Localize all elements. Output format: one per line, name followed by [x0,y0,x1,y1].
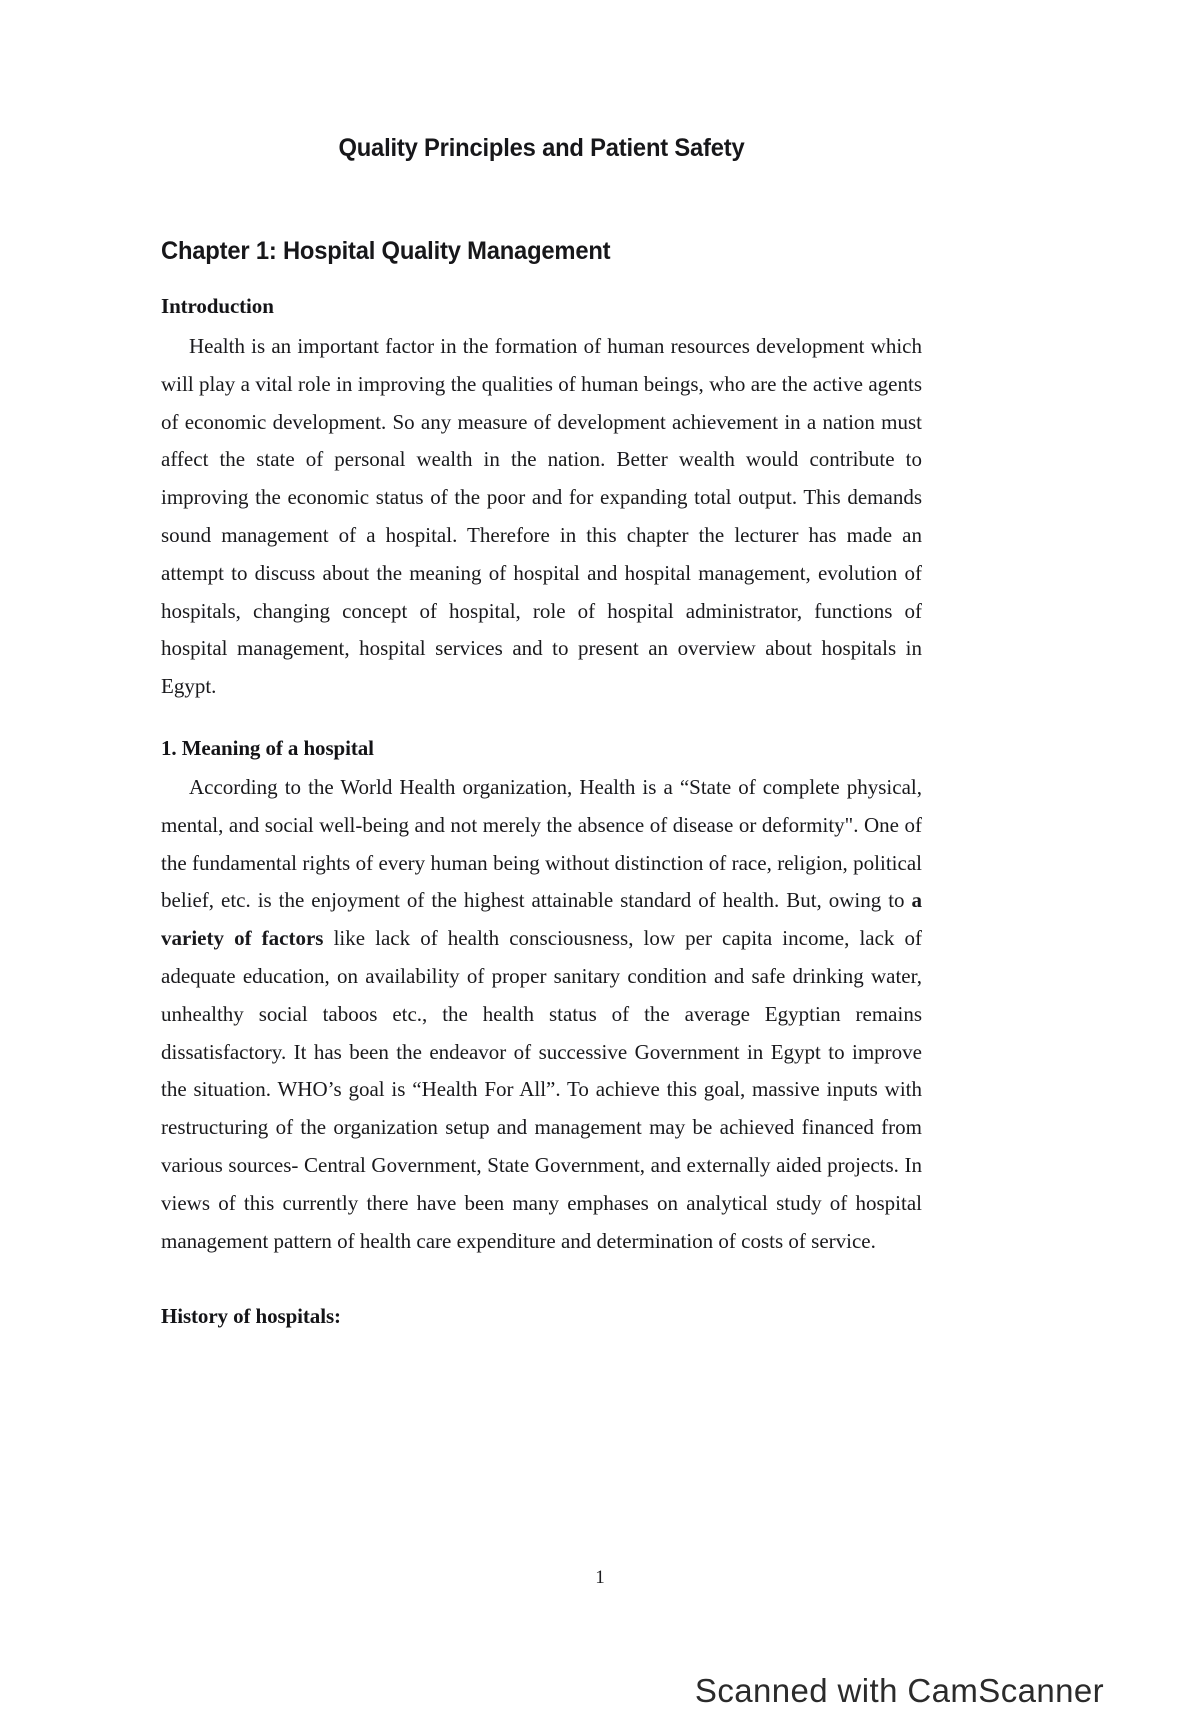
page-content [161,0,922,1329]
camscanner-watermark: Scanned with CamScanner [694,1672,1104,1709]
paragraph-emphasis-variety-of-factors: a variety of factors [161,888,922,951]
paragraph-segment-lead: According to the World Health organization, Health is a “State of complete physical, mental, and social well-being and not merely the absence of disease or deformity". One of the fundamental rights of every human being without distinction of race, religion, political belief, etc. is the enjoyment of the highest attainable standard of health. But, owing to [161,774,922,913]
chapter-heading: Chapter 1: Hospital Quality Management [161,237,611,265]
section-heading-history-of-hospitals: History of hospitals: [161,1304,341,1329]
section-heading-introduction: Introduction [161,294,274,318]
document-title: Quality Principles and Patient Safety [338,134,745,162]
paragraph-segment-tail: like lack of health consciousness, low per capita income, lack of adequate education, on availability of proper sanitary condition and safe drinking water, unhealthy social taboos etc., the health status of the average Egyptian remains dissatisfactory. It has been the endeavor of successive Government in Egypt to improve the situation. WHO’s goal is “Health For All”. To achieve this goal, massive inputs with restructuring of the organization setup and management may be achieved financed from various sources- Central Government, State Government, and externally aided projects. In views of this currently there have been many emphases on analytical study of hospital management pattern of health care expenditure and determination of costs of service. [161,926,923,1253]
page-number: 1 [595,1567,605,1588]
section-heading-meaning-of-a-hospital: 1. Meaning of a hospital [161,735,374,760]
paragraph-meaning-of-a-hospital [161,761,922,1260]
paragraph-introduction: Health is an important factor in the formation of human resources development which will play a vital role in improving the qualities of human beings, who are the active agents of economic development. So any measure of development achievement in a nation must affect the state of personal wealth in the nation. Better wealth would contribute to improving the economic status of the poor and for expanding total output. This demands sound management of a hospital. Therefore in this chapter the lecturer has made an attempt to discuss about the meaning of hospital and hospital management, evolution of hospitals, changing concept of hospital, role of hospital administrator, functions of hospital management, hospital services and to present an overview about hospitals in Egypt. [161,334,922,699]
